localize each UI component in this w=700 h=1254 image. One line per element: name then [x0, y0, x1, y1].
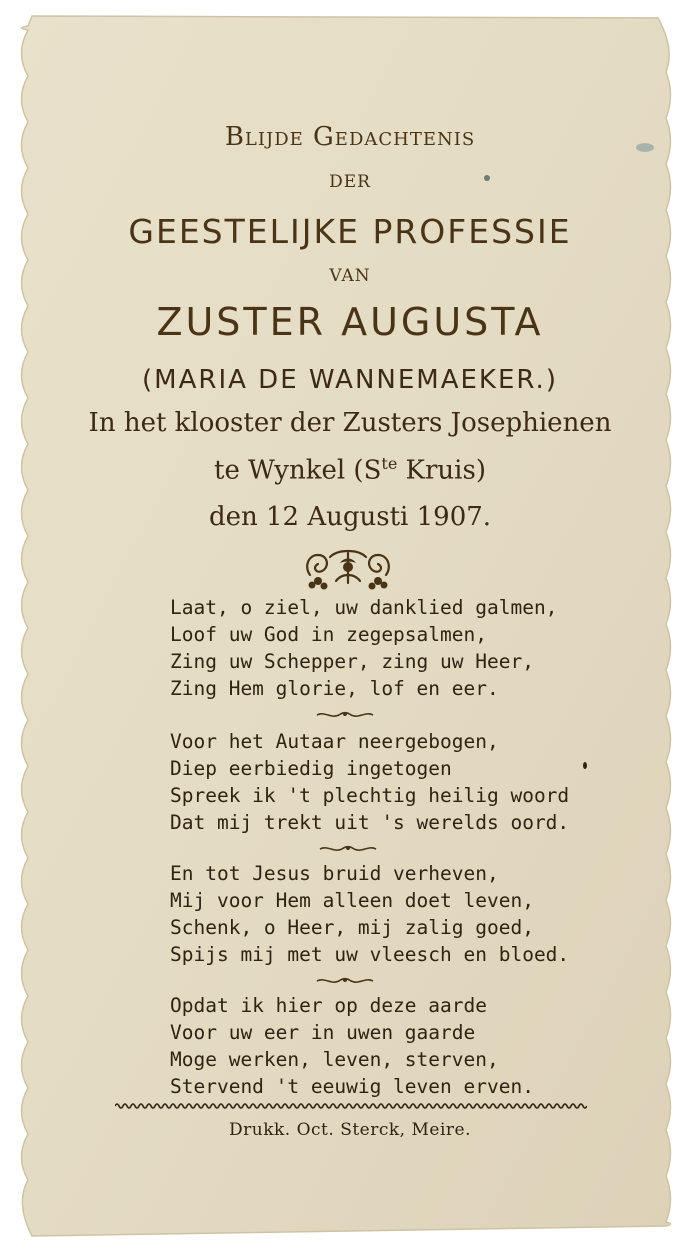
town-line-sup: te: [381, 454, 398, 473]
poem-line: Dat mij trekt uit 's werelds oord.: [170, 811, 570, 834]
printer-credit: Drukk. Oct. Sterck, Meire.: [228, 1120, 471, 1140]
poem-line: Schenk, o Heer, mij zalig goed,: [170, 916, 534, 939]
wavy-divider: [115, 1101, 587, 1111]
poem-line: Mij voor Hem alleen doet leven,: [170, 889, 534, 912]
heading-der: DER: [329, 172, 371, 192]
paper-stain: [484, 175, 490, 181]
poem-stanza-3: [170, 860, 569, 968]
poem-stanza-2: [170, 728, 569, 836]
convent-line: In het klooster der Zusters Josephienen: [88, 408, 612, 438]
heading-van: VAN: [329, 266, 371, 286]
poem-stanza-4: [170, 992, 534, 1100]
town-line: [0, 454, 700, 486]
small-scroll-separator-icon: [315, 975, 375, 987]
paper-stain: [636, 143, 654, 152]
small-scroll-separator-icon: [318, 843, 378, 855]
poem-line: Zing uw Schepper, zing uw Heer,: [170, 650, 534, 673]
poem-line: Voor uw eer in uwen gaarde: [170, 1021, 476, 1044]
poem-line: Spijs mij met uw vleesch en bloed.: [170, 943, 570, 966]
poem-line: Spreek ik 't plechtig heilig woord: [170, 784, 570, 807]
small-scroll-separator-icon: [315, 709, 375, 721]
town-line-a: te Wynkel (S: [214, 455, 382, 486]
poem-line: Laat, o ziel, uw danklied galmen,: [170, 596, 558, 619]
poem-line: Diep eerbiedig ingetogen: [170, 757, 452, 780]
poem-line: En tot Jesus bruid verheven,: [170, 862, 499, 885]
birth-name: (MARIA DE WANNEMAEKER.): [142, 365, 558, 395]
poem-line: Stervend 't eeuwig leven erven.: [170, 1075, 534, 1098]
poem-line: Loof uw God in zegepsalmen,: [170, 623, 487, 646]
date-line: den 12 Augusti 1907.: [208, 502, 492, 532]
poem-line: Zing Hem glorie, lof en eer.: [170, 677, 499, 700]
sister-name: ZUSTER AUGUSTA: [156, 300, 544, 344]
poem-line: Moge werken, leven, sterven,: [170, 1048, 499, 1071]
heading-remembrance: Blijde Gedachtenis: [224, 122, 476, 152]
floral-scroll-ornament-icon: [300, 545, 396, 591]
poem-line: Opdat ik hier op deze aarde: [170, 994, 487, 1017]
poem-stanza-1: [170, 594, 557, 702]
poem-line: Voor het Autaar neergebogen,: [170, 730, 499, 753]
town-line-b: Kruis): [397, 455, 486, 486]
ink-speck: [583, 762, 587, 769]
heading-profession: GEESTELIJKE PROFESSIE: [128, 212, 572, 251]
